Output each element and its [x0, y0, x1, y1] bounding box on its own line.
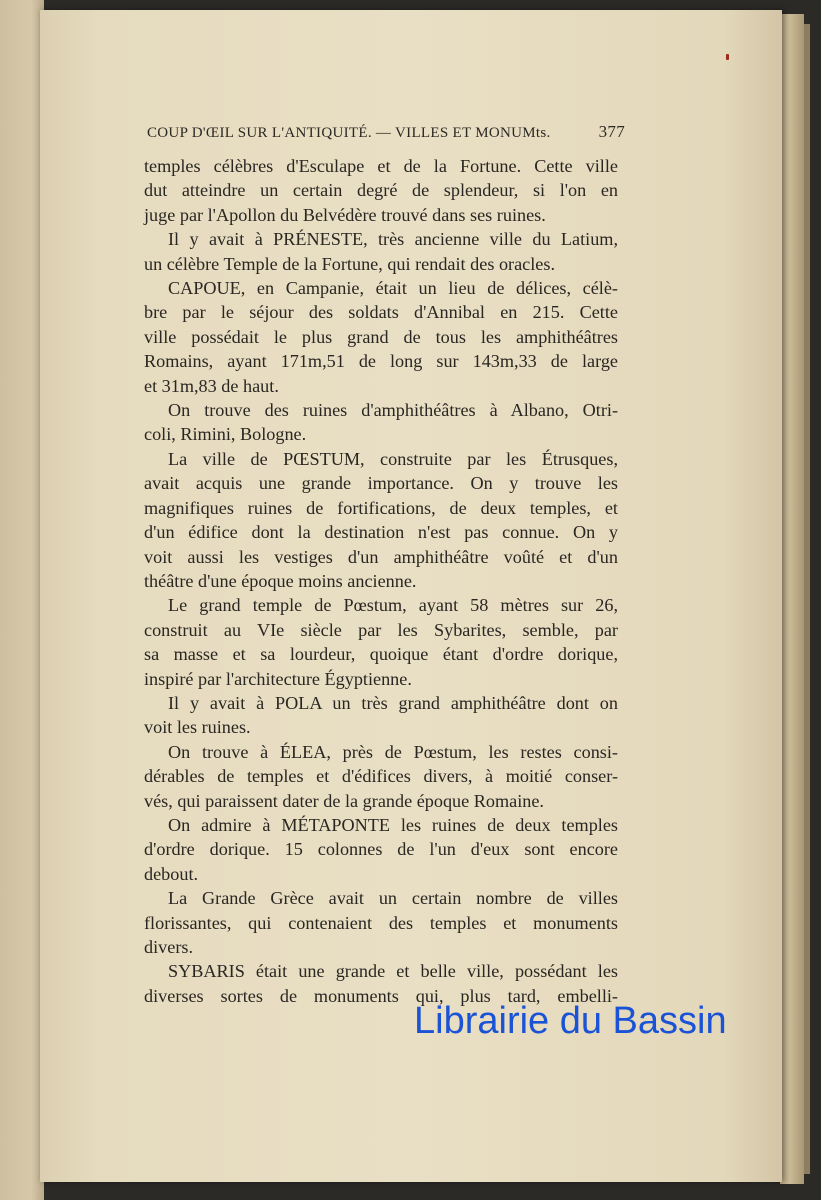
text-line: théâtre d'une époque moins ancienne.: [144, 570, 417, 591]
text-line: dérables de temples et d'édifices divers, à moitié conser-: [144, 766, 618, 787]
text-line: florissantes, qui contenaient des temples et monuments: [144, 912, 618, 933]
text-line: On trouve à ÉLEA, près de Pœstum, les restes consi-: [168, 741, 618, 762]
text-line: juge par l'Apollon du Belvédère trouvé dans ses ruines.: [144, 204, 546, 225]
text-line: bre par le séjour des soldats d'Annibal en 215. Cette: [144, 302, 618, 323]
text-line: diverses sortes de monuments qui, plus tard, embelli-: [144, 985, 618, 1006]
text-line: On admire à MÉTAPONTE les ruines de deux temples: [168, 814, 618, 835]
text-line: divers.: [144, 937, 193, 957]
text-line: inspiré par l'architecture Égyptienne.: [144, 668, 412, 689]
text-line: Il y avait à PRÉNESTE, très ancienne ville du Latium,: [168, 229, 618, 250]
text-line: On trouve des ruines d'amphithéâtres à Albano, Otri-: [168, 400, 618, 421]
text-line: Il y avait à POLA un très grand amphithéâtre dont on: [168, 692, 618, 713]
text-line: debout.: [144, 863, 199, 884]
text-line: magnifiques ruines de fortifications, de deux temples, et: [144, 497, 618, 518]
running-title: COUP D'ŒIL SUR L'ANTIQUITÉ. — VILLES ET MONUMts.: [147, 125, 551, 141]
text-line: d'ordre dorique. 15 colonnes de l'un d'eux sont encore: [144, 839, 618, 860]
text-line: et 31m,83 de haut.: [144, 375, 279, 396]
text-line: avait acquis une grande importance. On y trouve les: [144, 473, 618, 494]
page-stack-edge: [780, 14, 804, 1184]
text-line: voit les ruines.: [144, 717, 251, 738]
text-line: d'un édifice dont la destination n'est pas connue. On y: [144, 522, 618, 543]
text-line: un célèbre Temple de la Fortune, qui rendait des oracles.: [144, 253, 555, 274]
text-line: Romains, ayant 171m,51 de long sur 143m,33 de large: [144, 351, 618, 372]
text-line: sa masse et sa lourdeur, quoique étant d'ordre dorique,: [144, 644, 618, 665]
text-line: CAPOUE, en Campanie, était un lieu de délices, célè-: [168, 278, 618, 299]
text-line: construit au VIe siècle par les Sybarites, semble, par: [144, 619, 618, 640]
text-line: voit aussi les vestiges d'un amphithéâtre voûté et d'un: [144, 546, 618, 567]
text-line: dut atteindre un certain degré de splendeur, si l'on en: [144, 180, 618, 201]
text-line: ville possédait le plus grand de tous les amphithéâtres: [144, 326, 618, 347]
text-line: coli, Rimini, Bologne.: [144, 424, 307, 445]
text-line: La ville de PŒSTUM, construite par les Étrusques,: [168, 448, 618, 469]
running-header: [147, 122, 625, 142]
text-line: temples célèbres d'Esculape et de la Fortune. Cette ville: [144, 156, 618, 176]
text-line: vés, qui paraissent dater de la grande époque Romaine.: [144, 790, 544, 811]
text-line: SYBARIS était une grande et belle ville, possédant les: [168, 961, 618, 982]
text-line: La Grande Grèce avait un certain nombre de villes: [168, 888, 618, 909]
watermark-text: Librairie du Bassin: [414, 1000, 727, 1042]
ink-mark: [726, 54, 729, 60]
text-line: Le grand temple de Pœstum, ayant 58 mètres sur 26,: [168, 595, 618, 616]
body-text: [144, 154, 618, 1008]
page-number: 377: [598, 122, 625, 141]
facing-page-edge: [0, 0, 44, 1200]
